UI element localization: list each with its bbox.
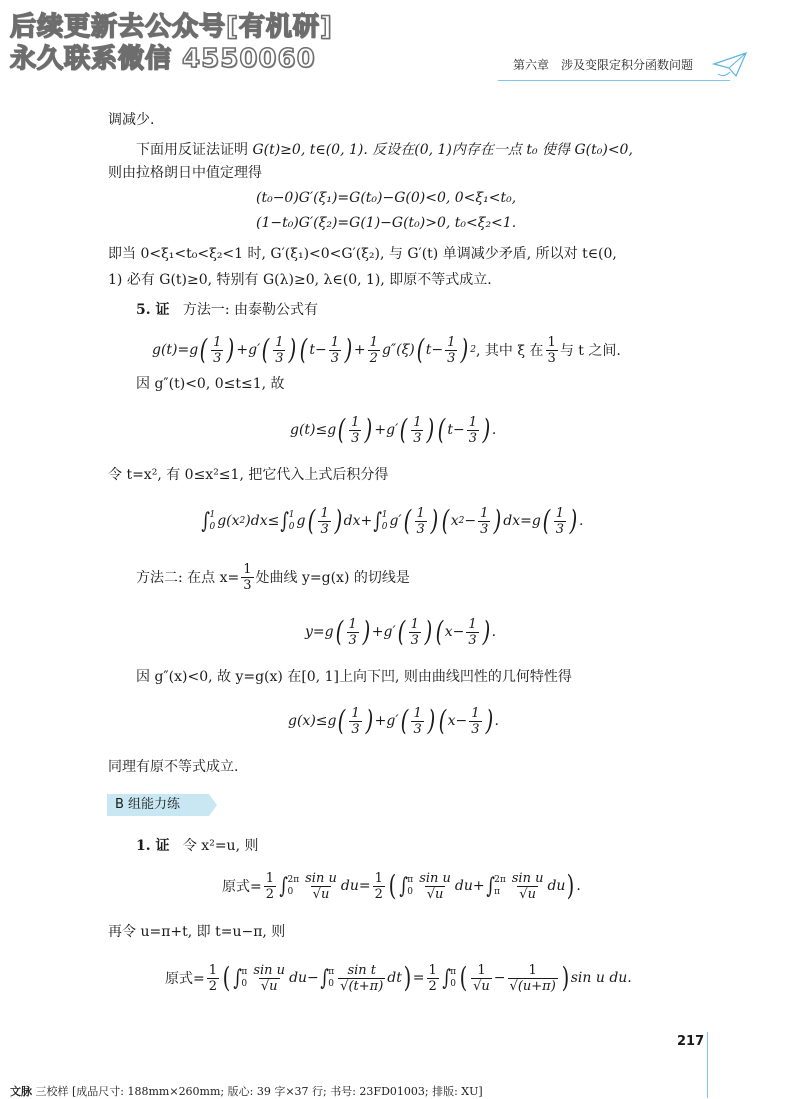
text-line: 1) 必有 G(t)≥0, 特别有 G(λ)≥0, λ∈(0, 1), 即原不等式成立.: [108, 272, 492, 288]
chapter-title: 第六章 涉及变限定积分函数问题: [513, 58, 694, 72]
paper-plane-icon: [712, 50, 748, 80]
page-number: 217: [677, 1034, 705, 1049]
text-line: 调减少.: [108, 112, 155, 128]
text-line: 令 t=x², 有 0≤x²≤1, 把它代入上式后积分得: [108, 467, 389, 483]
text-line: 再令 u=π+t, 即 t=u−π, 则: [108, 924, 286, 940]
text-line: 1. 证 令 x²=u, 则: [136, 838, 259, 854]
equation-line: (t₀−0)G′(ξ₁)=G(t₀)−G(0)<0, 0<ξ₁<t₀,: [256, 190, 517, 206]
header-rule: [498, 80, 730, 81]
text-line: 下面用反证法证明 G(t)≥0, t∈(0, 1). 反设在(0, 1)内存在一点 t₀ 使得 G(t₀)<0,: [136, 142, 633, 158]
text-line: 5. 证 方法一: 由泰勒公式有: [136, 302, 319, 318]
print-footer: 文脉 三校样 [成品尺寸: 188mm×260mm; 版心: 39 字×37 行; 书号: 23FD01003; 排版: XU]: [10, 1085, 483, 1098]
equation-final: 原式= $\frac{1}{2}$ ( ∫ π 0 $\frac{\text{sin u}}{√u}$ du − ∫ π 0 $\frac{\text{sin t}}{√(t+\pi)}$ dt ) = $\frac{1}{2}$ ∫ π 0 ( $\frac{1}{√u}$ − $\frac{1}{√(u+\pi)}$ ) sin u du .: [165, 961, 632, 994]
section-label: B 组能力练: [107, 794, 209, 816]
equation-integral: ∫ 1 0 g(x 2 )dx≤ ∫ 1 0 g ( $\frac{1}{3}$ ) dx+ ∫ 1 0 g′ ( $\frac{1}{3}$ ) ( x 2 − $\frac{1}{3}$ ) dx=g ( $\frac{1}{3}$ ) .: [201, 504, 584, 537]
text-line: 因 g″(x)<0, 故 y=g(x) 在[0, 1]上向下凹, 则由曲线凹性的几何特性得: [136, 669, 572, 685]
text-line: 因 g″(t)<0, 0≤t≤1, 故: [136, 376, 285, 392]
text-line: 则由拉格朗日中值定理得: [108, 165, 262, 181]
watermark-line-1: 后续更新去公众号[有机研]: [10, 12, 333, 42]
equation-line: (1−t₀)G′(ξ₂)=G(1)−G(t₀)>0, t₀<ξ₂<1.: [256, 215, 517, 231]
equation-substitution: 原式= $\frac{1}{2}$ ∫ 2π 0 $\frac{\text{sin u}}{√u}$ du = $\frac{1}{2}$ ( ∫ π 0 $\frac{\text{sin u}}{√u}$ du + ∫ 2π π $\frac{\text{sin u}}{√u}$ du ) .: [222, 869, 581, 902]
equation-concave: g(x)≤g ( $\frac{1}{3}$ ) +g′ ( $\frac{1}{3}$ ) ( x− $\frac{1}{3}$ ) .: [288, 704, 499, 737]
equation-taylor: g(t)=g ( $\frac{1}{3}$ ) +g′ ( $\frac{1}{3}$ ) ( t− $\frac{1}{3}$ ) + $\frac{1}{2}$ g″(ξ) ( t− $\frac{1}{3}$ ) 2 , 其中 ξ 在 $\frac{1}{3}$ 与 t 之间.: [152, 333, 621, 366]
text-line: 即当 0<ξ₁<t₀<ξ₂<1 时, G′(ξ₁)<0<G′(ξ₂), 与 G′(t) 单调减少矛盾, 所以对 t∈(0,: [108, 246, 617, 262]
watermark-line-2: 永久联系微信 4550060: [10, 44, 316, 74]
text-line: 同理有原不等式成立.: [108, 759, 239, 775]
equation-inequality: g(t)≤g ( $\frac{1}{3}$ ) +g′ ( $\frac{1}{3}$ ) ( t− $\frac{1}{3}$ ) .: [290, 413, 497, 446]
page-edge-rule: [707, 1032, 708, 1098]
text-line: 方法二: 在点 x= $\frac{1}{3}$ 处曲线 y=g(x) 的切线是: [136, 561, 410, 593]
equation-tangent: y=g ( $\frac{1}{3}$ ) +g′ ( $\frac{1}{3}$ ) ( x− $\frac{1}{3}$ ) .: [305, 615, 497, 648]
